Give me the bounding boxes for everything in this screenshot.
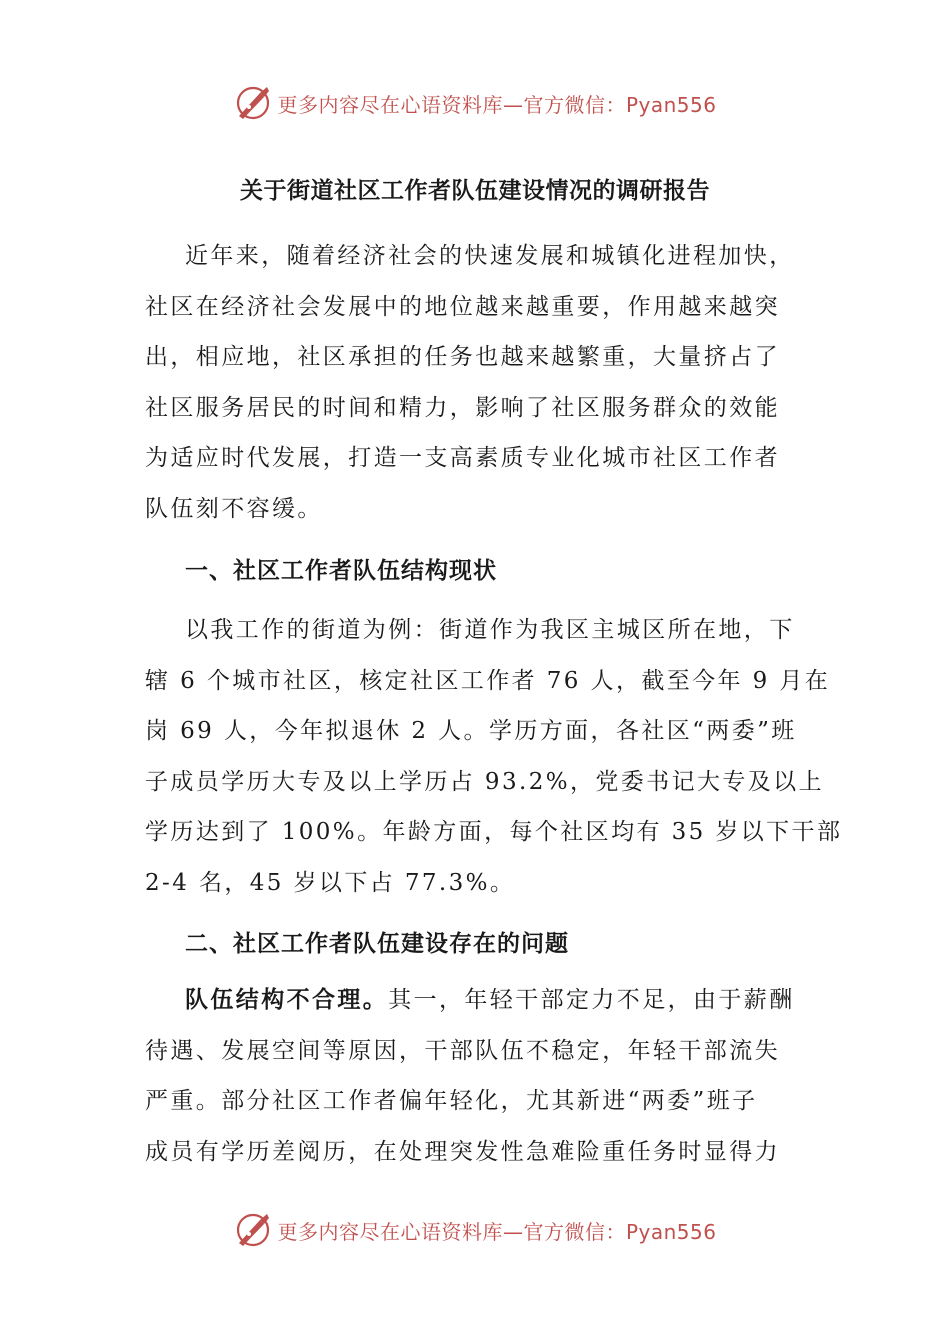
intro-paragraph	[145, 231, 805, 534]
text-line: 成员有学历差阅历，在处理突发性急难险重任务时显得力	[145, 1138, 780, 1165]
bold-lead-phrase: 队伍结构不合理。	[185, 986, 389, 1013]
text-line: 社区服务居民的时间和精力，影响了社区服务群众的效能	[145, 394, 780, 421]
text-line: 近年来，随着经济社会的快速发展和城镇化进程加快，	[185, 243, 795, 269]
text-line: 以我工作的街道为例：街道作为我区主城区所在地，下	[185, 617, 795, 643]
watermark-text: 更多内容尽在心语资料库—官方微信：Pyan556	[277, 1219, 717, 1244]
text-line: 学历达到了 100%。年龄方面，每个社区均有 35 岁以下干部	[145, 819, 843, 845]
text-line: 出，相应地，社区承担的任务也越来越繁重，大量挤占了	[145, 344, 780, 370]
document-title: 关于街道社区工作者队伍建设情况的调研报告	[240, 177, 710, 204]
text-line: 队伍刻不容缓。	[145, 495, 323, 522]
section-1-heading: 一、社区工作者队伍结构现状	[185, 557, 497, 584]
watermark-banner-top	[0, 81, 950, 125]
text-line: 社区在经济社会发展中的地位越来越重要，作用越来越突	[145, 293, 780, 320]
text-line: 子成员学历大专及以上学历占 93.2%，党委书记大专及以上	[145, 768, 824, 795]
pen-nib-logo-icon	[233, 83, 273, 123]
text-line: 辖 6 个城市社区，核定社区工作者 76 人，截至今年 9 月在	[145, 667, 831, 694]
text-line	[145, 975, 805, 1026]
text-line: 严重。部分社区工作者偏年轻化，尤其新进“两委”班子	[145, 1088, 758, 1114]
lead-rest: 其一，年轻干部定力不足，由于薪酬	[388, 987, 795, 1013]
text-line: 待遇、发展空间等原因，干部队伍不稳定，年轻干部流失	[145, 1037, 780, 1064]
watermark-text: 更多内容尽在心语资料库—官方微信：Pyan556	[277, 92, 717, 117]
text-line: 岗 69 人，今年拟退休 2 人。学历方面，各社区“两委”班	[145, 718, 797, 744]
section-2-heading: 二、社区工作者队伍建设存在的问题	[185, 930, 569, 957]
text-line: 为适应时代发展，打造一支高素质专业化城市社区工作者	[145, 445, 780, 471]
watermark-banner-bottom	[0, 1208, 950, 1252]
section-1-paragraph	[145, 605, 843, 908]
pen-nib-logo-icon	[233, 1210, 273, 1250]
text-line: 2-4 名，45 岁以下占 77.3%。	[145, 869, 516, 896]
section-2-paragraph	[145, 975, 805, 1177]
